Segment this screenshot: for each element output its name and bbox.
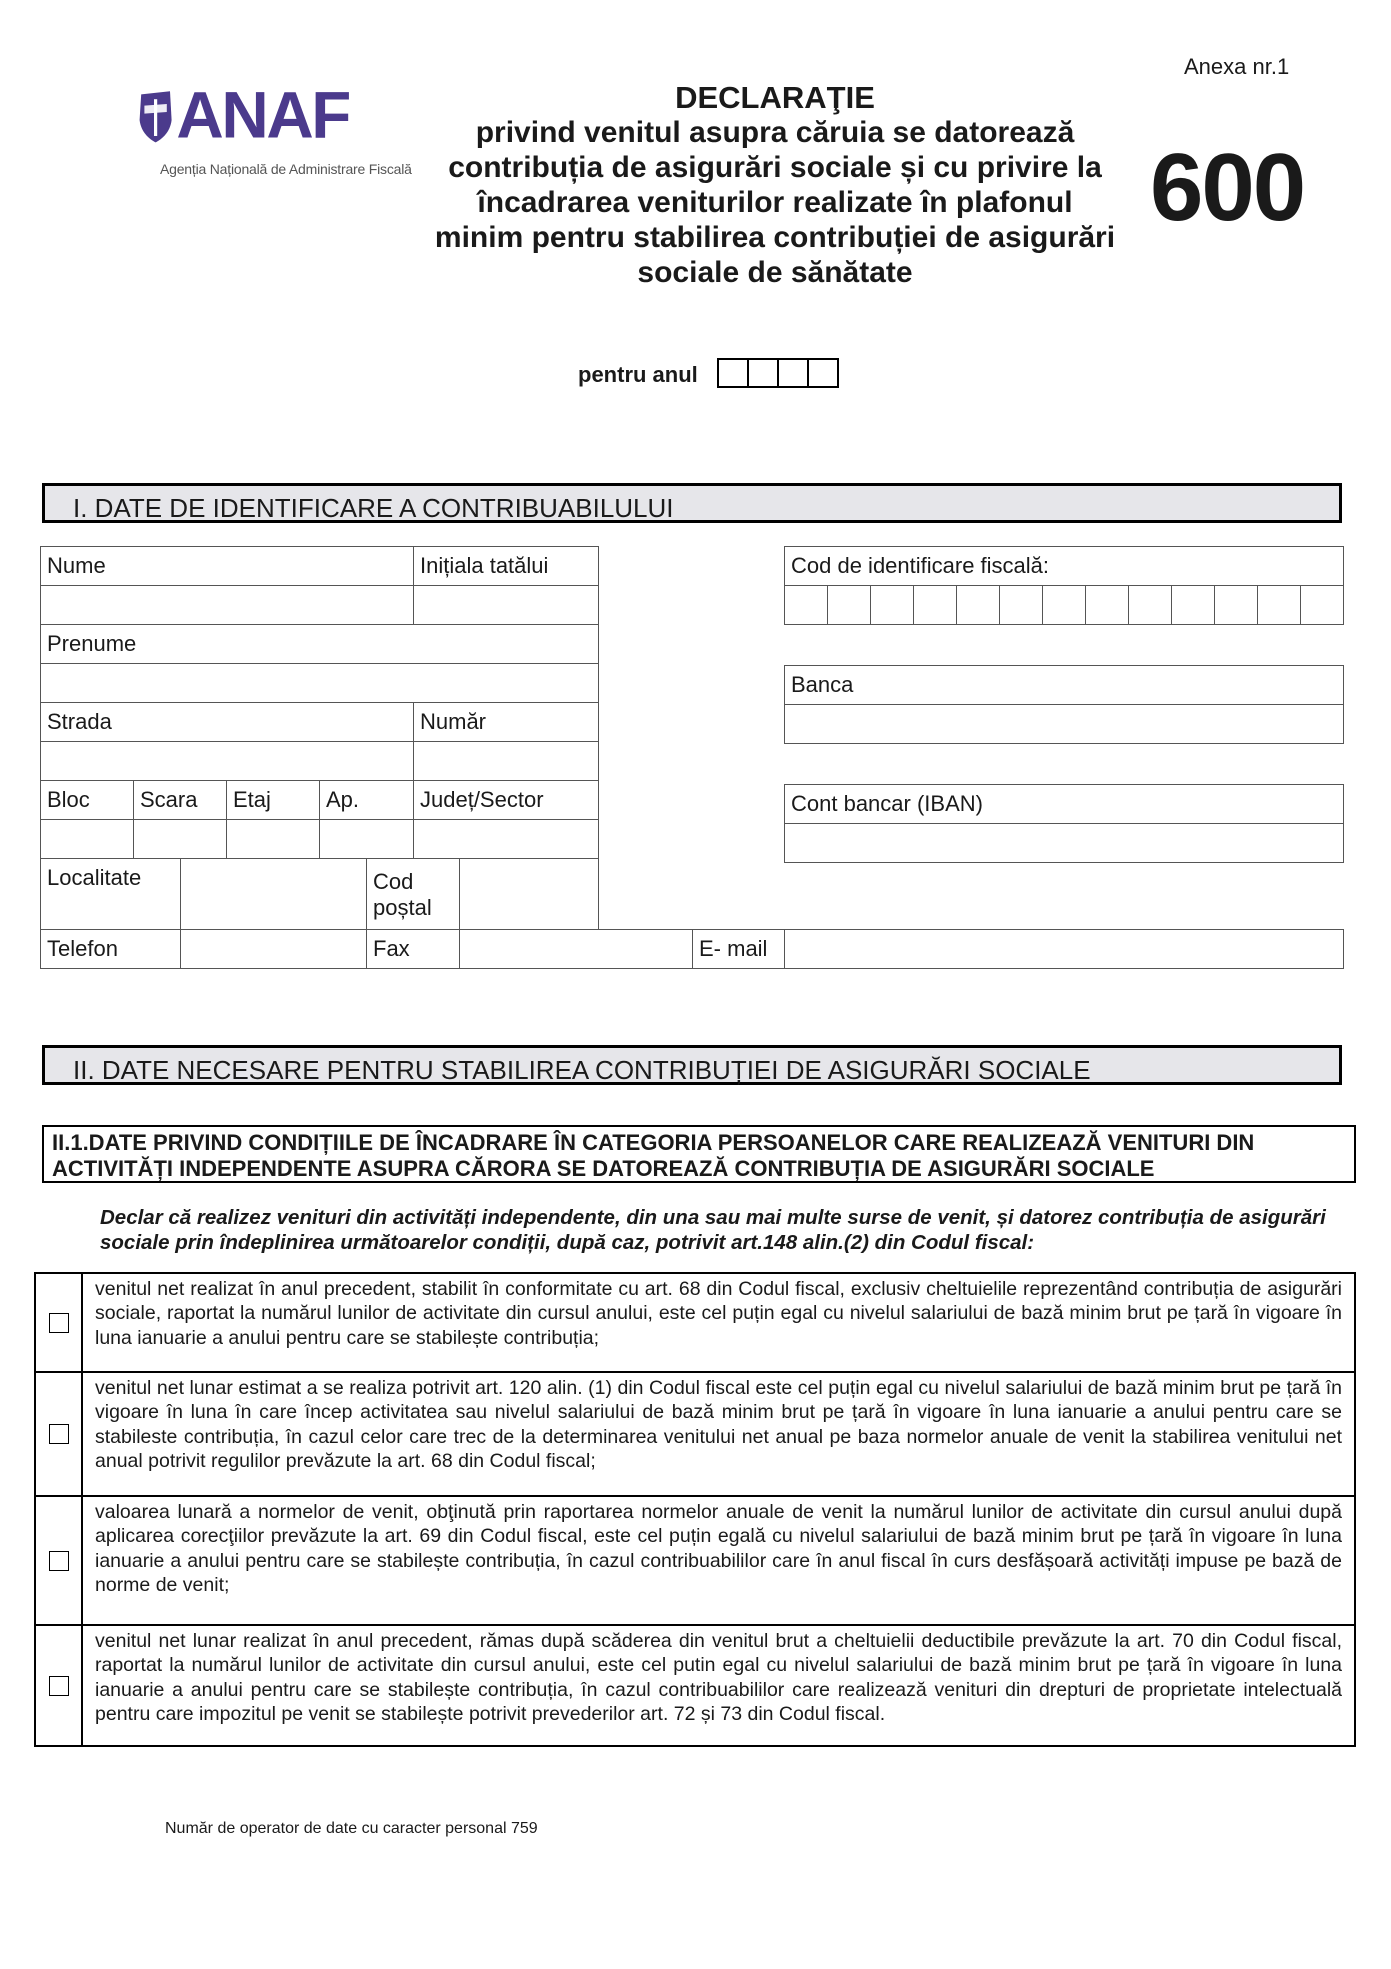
shield-icon [140, 91, 172, 142]
label-localitate: Localitate [40, 858, 181, 930]
cif-digit-box[interactable] [1258, 586, 1301, 624]
subtitle-line1: II.1.DATE PRIVIND CONDIȚIILE DE ÎNCADRARE ÎN CATEGORIA PERSOANELOR CARE REALIZEAZĂ VENITURI DIN [52, 1130, 1255, 1155]
year-label: pentru anul [578, 362, 698, 387]
label-numar: Număr [413, 702, 599, 742]
year-digit-box[interactable] [749, 360, 779, 386]
cif-digit-box[interactable] [1301, 586, 1343, 624]
condition-row [36, 1274, 1354, 1373]
label-fax: Fax [366, 929, 460, 969]
field-numar[interactable] [413, 741, 599, 781]
field-email[interactable] [784, 929, 1344, 969]
checkbox[interactable] [49, 1676, 69, 1696]
title-line: încadrarea veniturilor realizate în plafonul [477, 186, 1073, 219]
year-digit-box[interactable] [809, 360, 837, 386]
cif-digit-box[interactable] [1215, 586, 1258, 624]
cif-digit-box[interactable] [1086, 586, 1129, 624]
title-line: sociale de sănătate [637, 256, 913, 289]
label-email: E- mail [692, 929, 785, 969]
anaf-logo [108, 88, 408, 168]
label-scara: Scara [133, 780, 227, 820]
label-banca: Banca [784, 665, 1344, 705]
operator-number: Număr de operator de date cu caracter personal 759 [165, 1820, 538, 1837]
condition-row [36, 1497, 1354, 1626]
title-line: contribuția de asigurări sociale și cu privire la [448, 151, 1102, 184]
label-iban: Cont bancar (IBAN) [784, 784, 1344, 824]
label-prenume: Prenume [40, 624, 599, 664]
declaration-text: Declar că realizez venituri din activități independente, din una sau mai multe surse de venit, și datorez contribuția de asigurări sociale prin îndeplinirea următoarelor condiții, după caz, potrivit art.148 alin.(2) din Codul fiscal: [100, 1206, 1326, 1254]
field-telefon[interactable] [180, 929, 367, 969]
section2-title: II. DATE NECESARE PENTRU STABILIREA CONTRIBUȚIEI DE ASIGURĂRI SOCIALE [42, 1045, 1342, 1085]
label-judet-sector: Județ/Sector [413, 780, 599, 820]
subtitle-line2: ACTIVITĂȚI INDEPENDENTE ASUPRA CĂRORA SE DATOREAZĂ CONTRIBUȚIA DE ASIGURĂRI SOCIALE [52, 1156, 1155, 1181]
condition-checkbox-cell [36, 1373, 83, 1495]
cif-digit-box[interactable] [957, 586, 1000, 624]
label-cod-postal [366, 858, 460, 930]
condition-text: venitul net lunar realizat în anul precedent, rămas după scăderea din venitul brut a cheltuielii deductibile prevăzute la art. 70 din Codul fiscal, raportat la numărul lunilor de activitate din cursul anului, este cel putin egal cu nivelul salariului de bază minim brut pe țară în vigoare în luna ianuarie a anului pentru care se stabilește contribuția, în cazul contribuabililor care realizează venituri din drepturi de proprietate intelectuală pentru care impozitul pe venit se stabilește potrivit prevederilor art. 72 și 73 din Codul fiscal. [95, 1630, 1342, 1725]
checkbox[interactable] [49, 1551, 69, 1571]
field-initiala-tatalui[interactable] [413, 585, 599, 625]
field-ap[interactable] [319, 819, 414, 859]
field-scara[interactable] [133, 819, 227, 859]
condition-checkbox-cell [36, 1497, 83, 1624]
condition-checkbox-cell [36, 1274, 83, 1371]
cif-digit-box[interactable] [914, 586, 957, 624]
label-ap: Ap. [319, 780, 414, 820]
label-cod-postal-line1: Cod [373, 869, 414, 894]
condition-text: valoarea lunară a normelor de venit, obţinută prin raportarea normelor anuale de venit la numărul lunilor de activitate din cursul anului după aplicarea corecţiilor prevăzute la art. 69 din Codul fiscal, este cel puțin egală cu nivelul salariului de bază minim brut pe țară în vigoare în luna ianuarie a anului pentru care se stabilește contribuția, în cazul contribuabililor care în anul fiscal în curs desfășoară activități impuse pe bază de norme de venit; [95, 1501, 1342, 1596]
label-cod-postal-line2: poștal [373, 895, 432, 920]
field-cif[interactable] [784, 585, 1344, 625]
title-line: privind venitul asupra căruia se datorează [475, 116, 1075, 149]
field-nume[interactable] [40, 585, 414, 625]
field-localitate[interactable] [180, 858, 367, 930]
label-initiala-tatalui: Inițiala tatălui [413, 546, 599, 586]
field-cod-postal[interactable] [459, 858, 599, 930]
label-etaj: Etaj [226, 780, 320, 820]
condition-row [36, 1626, 1354, 1745]
annex-label: Anexa nr.1 [1184, 54, 1290, 79]
condition-checkbox-cell [36, 1626, 83, 1745]
checkbox[interactable] [49, 1424, 69, 1444]
cif-digit-box[interactable] [1000, 586, 1043, 624]
year-input[interactable] [717, 358, 839, 388]
logo-text: ANAF [176, 88, 349, 152]
label-cif: Cod de identificare fiscală: [784, 546, 1344, 586]
year-digit-box[interactable] [779, 360, 809, 386]
label-nume: Nume [40, 546, 414, 586]
condition-text: venitul net lunar estimat a se realiza potrivit art. 120 alin. (1) din Codul fiscal este cel puțin egal cu nivelul salariului de bază minim brut pe țară în vigoare în luna în care încep activitatea sau nivelul salariului de bază minim brut pe țară în vigoare în luna ianuarie a anului pentru care se stabileste contribuția, în cazul celor care trec de la determinarea venitului net anual pe baza normelor anuale de venit la stabilirea venitului net anual potrivit regulilor prevăzute la art. 68 din Codul fiscal; [95, 1377, 1342, 1472]
checkbox[interactable] [49, 1313, 69, 1333]
field-strada[interactable] [40, 741, 414, 781]
conditions-table [34, 1272, 1356, 1747]
label-strada: Strada [40, 702, 414, 742]
cif-digit-box[interactable] [1043, 586, 1086, 624]
section1-title: I. DATE DE IDENTIFICARE A CONTRIBUABILULUI [42, 483, 1342, 523]
condition-text: venitul net realizat în anul precedent, stabilit în conformitate cu art. 68 din Codul fiscal, exclusiv cheltuielile reprezentând contribuția de asigurări sociale, raportat la numărul lunilor de activitate din cursul anului, este cel puțin egal cu nivelul salariului de bază minim brut pe țară în vigoare în luna ianuarie a anului pentru care se stabilește contribuția; [95, 1278, 1342, 1349]
form-number: 600 [1150, 134, 1305, 241]
title-line: minim pentru stabilirea contribuției de asigurări [434, 221, 1116, 254]
field-bloc[interactable] [40, 819, 134, 859]
label-bloc: Bloc [40, 780, 134, 820]
condition-row [36, 1373, 1354, 1497]
field-banca[interactable] [784, 704, 1344, 744]
form-title [420, 80, 1130, 290]
field-iban[interactable] [784, 823, 1344, 863]
cif-digit-box[interactable] [1129, 586, 1172, 624]
year-digit-box[interactable] [719, 360, 749, 386]
section2-subtitle [42, 1125, 1356, 1183]
field-judet-sector[interactable] [413, 819, 599, 859]
field-etaj[interactable] [226, 819, 320, 859]
cif-digit-box[interactable] [785, 586, 828, 624]
cif-digit-box[interactable] [871, 586, 914, 624]
logo-tagline: Agenția Națională de Administrare Fiscală [160, 161, 412, 177]
title-main: DECLARAŢIE [675, 80, 875, 115]
field-prenume[interactable] [40, 663, 599, 703]
cif-digit-box[interactable] [1172, 586, 1215, 624]
cif-digit-box[interactable] [828, 586, 871, 624]
label-telefon: Telefon [40, 929, 181, 969]
field-fax[interactable] [459, 929, 693, 969]
